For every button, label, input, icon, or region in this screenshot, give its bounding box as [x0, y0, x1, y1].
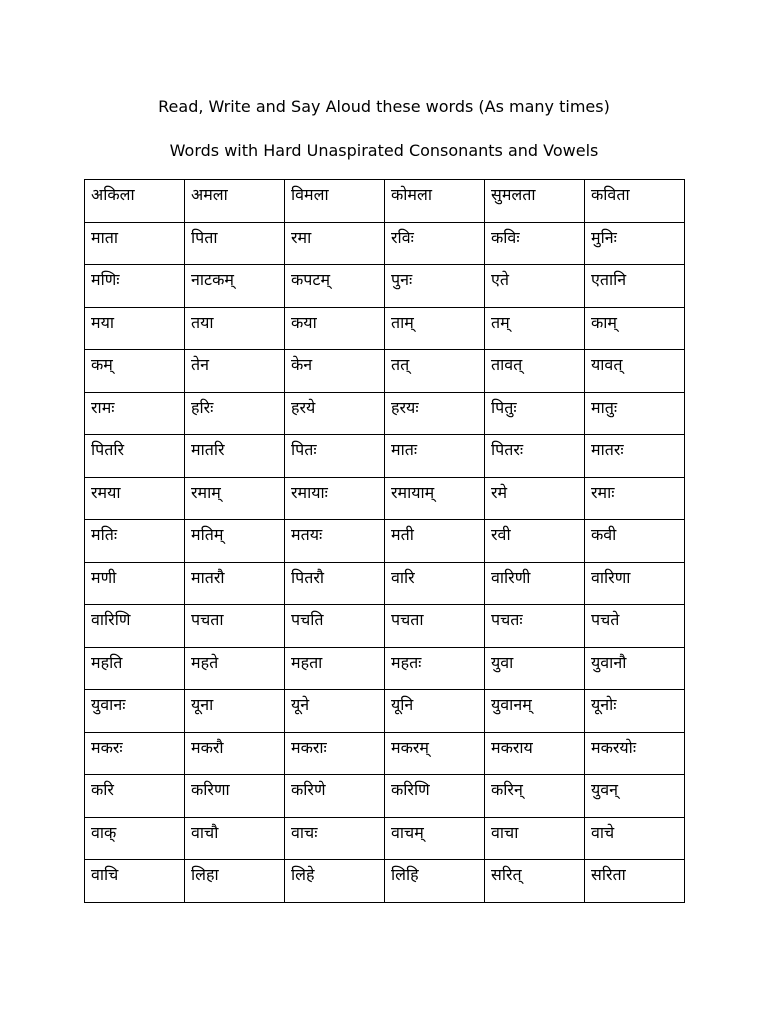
word-cell: यूनि	[385, 690, 485, 733]
word-cell: पिता	[185, 222, 285, 265]
word-cell: ताम्	[385, 307, 485, 350]
word-cell: विमला	[285, 180, 385, 223]
word-cell: हरयः	[385, 392, 485, 435]
word-cell: पितरः	[485, 435, 585, 478]
word-cell: मणी	[85, 562, 185, 605]
word-cell: रमाः	[585, 477, 685, 520]
word-cell: हरिः	[185, 392, 285, 435]
word-cell: मणिः	[85, 265, 185, 308]
table-row	[85, 817, 685, 860]
table-row	[85, 647, 685, 690]
word-cell: रमाम्	[185, 477, 285, 520]
word-cell: रमायाः	[285, 477, 385, 520]
word-cell: मुनिः	[585, 222, 685, 265]
word-cell: एते	[485, 265, 585, 308]
page-title: Read, Write and Say Aloud these words (As many times)	[158, 97, 610, 116]
word-cell: करिन्	[485, 775, 585, 818]
word-cell: तत्	[385, 350, 485, 393]
word-cell: तावत्	[485, 350, 585, 393]
word-cell: पितुः	[485, 392, 585, 435]
word-cell: मातः	[385, 435, 485, 478]
page-subtitle: Words with Hard Unaspirated Consonants and Vowels	[169, 141, 599, 160]
word-cell: सुमलता	[485, 180, 585, 223]
word-cell: तया	[185, 307, 285, 350]
word-cell: मकराः	[285, 732, 385, 775]
word-cell: पितरि	[85, 435, 185, 478]
word-cell: लिहि	[385, 860, 485, 903]
word-cell: पचता	[385, 605, 485, 648]
word-cell: मकरयोः	[585, 732, 685, 775]
word-cell: यूनोः	[585, 690, 685, 733]
word-cell: तम्	[485, 307, 585, 350]
table-row	[85, 350, 685, 393]
word-cell: पुनः	[385, 265, 485, 308]
word-cell: महते	[185, 647, 285, 690]
word-cell: वारिणी	[485, 562, 585, 605]
table-row	[85, 562, 685, 605]
word-cell: महता	[285, 647, 385, 690]
word-cell: पचतः	[485, 605, 585, 648]
table-row	[85, 690, 685, 733]
table-row	[85, 222, 685, 265]
word-cell: तेन	[185, 350, 285, 393]
word-cell: करिणा	[185, 775, 285, 818]
word-cell: वारिणि	[85, 605, 185, 648]
word-cell: मतिम्	[185, 520, 285, 563]
word-cell: कोमला	[385, 180, 485, 223]
word-cell: वाचे	[585, 817, 685, 860]
word-cell: वारिणा	[585, 562, 685, 605]
word-cell: रमे	[485, 477, 585, 520]
word-cell: कवी	[585, 520, 685, 563]
table-row	[85, 732, 685, 775]
word-cell: रवी	[485, 520, 585, 563]
word-cell: वाचः	[285, 817, 385, 860]
word-cell: वाचा	[485, 817, 585, 860]
word-cell: काम्	[585, 307, 685, 350]
word-cell: मतयः	[285, 520, 385, 563]
word-cell: करिणि	[385, 775, 485, 818]
word-cell: सरित्	[485, 860, 585, 903]
word-cell: मया	[85, 307, 185, 350]
word-cell: मकरम्	[385, 732, 485, 775]
word-cell: नाटकम्	[185, 265, 285, 308]
word-cell: कया	[285, 307, 385, 350]
word-table	[84, 179, 685, 903]
word-cell: पचते	[585, 605, 685, 648]
word-cell: यूना	[185, 690, 285, 733]
word-cell: पितरौ	[285, 562, 385, 605]
word-cell: पितः	[285, 435, 385, 478]
word-cell: महति	[85, 647, 185, 690]
word-cell: मकरः	[85, 732, 185, 775]
word-cell: वाचि	[85, 860, 185, 903]
table-row	[85, 392, 685, 435]
word-cell: वाक्	[85, 817, 185, 860]
word-cell: पचता	[185, 605, 285, 648]
word-cell: रमया	[85, 477, 185, 520]
word-cell: युवा	[485, 647, 585, 690]
word-cell: युवानम्	[485, 690, 585, 733]
word-cell: अमला	[185, 180, 285, 223]
word-cell: एतानि	[585, 265, 685, 308]
word-cell: मातुः	[585, 392, 685, 435]
table-row	[85, 775, 685, 818]
word-cell: महतः	[385, 647, 485, 690]
word-cell: वाचम्	[385, 817, 485, 860]
word-cell: करिणे	[285, 775, 385, 818]
word-cell: मातरि	[185, 435, 285, 478]
table-row	[85, 180, 685, 223]
word-cell: माता	[85, 222, 185, 265]
word-cell: वाचौ	[185, 817, 285, 860]
word-cell: रामः	[85, 392, 185, 435]
word-cell: मकराय	[485, 732, 585, 775]
word-cell: युवन्	[585, 775, 685, 818]
table-row	[85, 605, 685, 648]
word-cell: रमायाम्	[385, 477, 485, 520]
word-cell: यावत्	[585, 350, 685, 393]
word-cell: हरये	[285, 392, 385, 435]
word-cell: मती	[385, 520, 485, 563]
word-cell: मतिः	[85, 520, 185, 563]
table-row	[85, 520, 685, 563]
word-cell: कम्	[85, 350, 185, 393]
word-table-body	[85, 180, 685, 903]
word-cell: कविता	[585, 180, 685, 223]
word-cell: मकरौ	[185, 732, 285, 775]
word-cell: पचति	[285, 605, 385, 648]
word-cell: लिहा	[185, 860, 285, 903]
word-cell: सरिता	[585, 860, 685, 903]
table-row	[85, 307, 685, 350]
word-cell: युवानौ	[585, 647, 685, 690]
word-cell: रमा	[285, 222, 385, 265]
word-cell: अकिला	[85, 180, 185, 223]
table-row	[85, 435, 685, 478]
table-row	[85, 265, 685, 308]
word-cell: रविः	[385, 222, 485, 265]
table-row	[85, 860, 685, 903]
word-cell: वारि	[385, 562, 485, 605]
word-cell: लिहे	[285, 860, 385, 903]
table-row	[85, 477, 685, 520]
word-cell: मातरौ	[185, 562, 285, 605]
word-cell: कविः	[485, 222, 585, 265]
word-cell: करि	[85, 775, 185, 818]
word-cell: युवानः	[85, 690, 185, 733]
word-cell: केन	[285, 350, 385, 393]
word-cell: मातरः	[585, 435, 685, 478]
word-cell: यूने	[285, 690, 385, 733]
word-cell: कपटम्	[285, 265, 385, 308]
